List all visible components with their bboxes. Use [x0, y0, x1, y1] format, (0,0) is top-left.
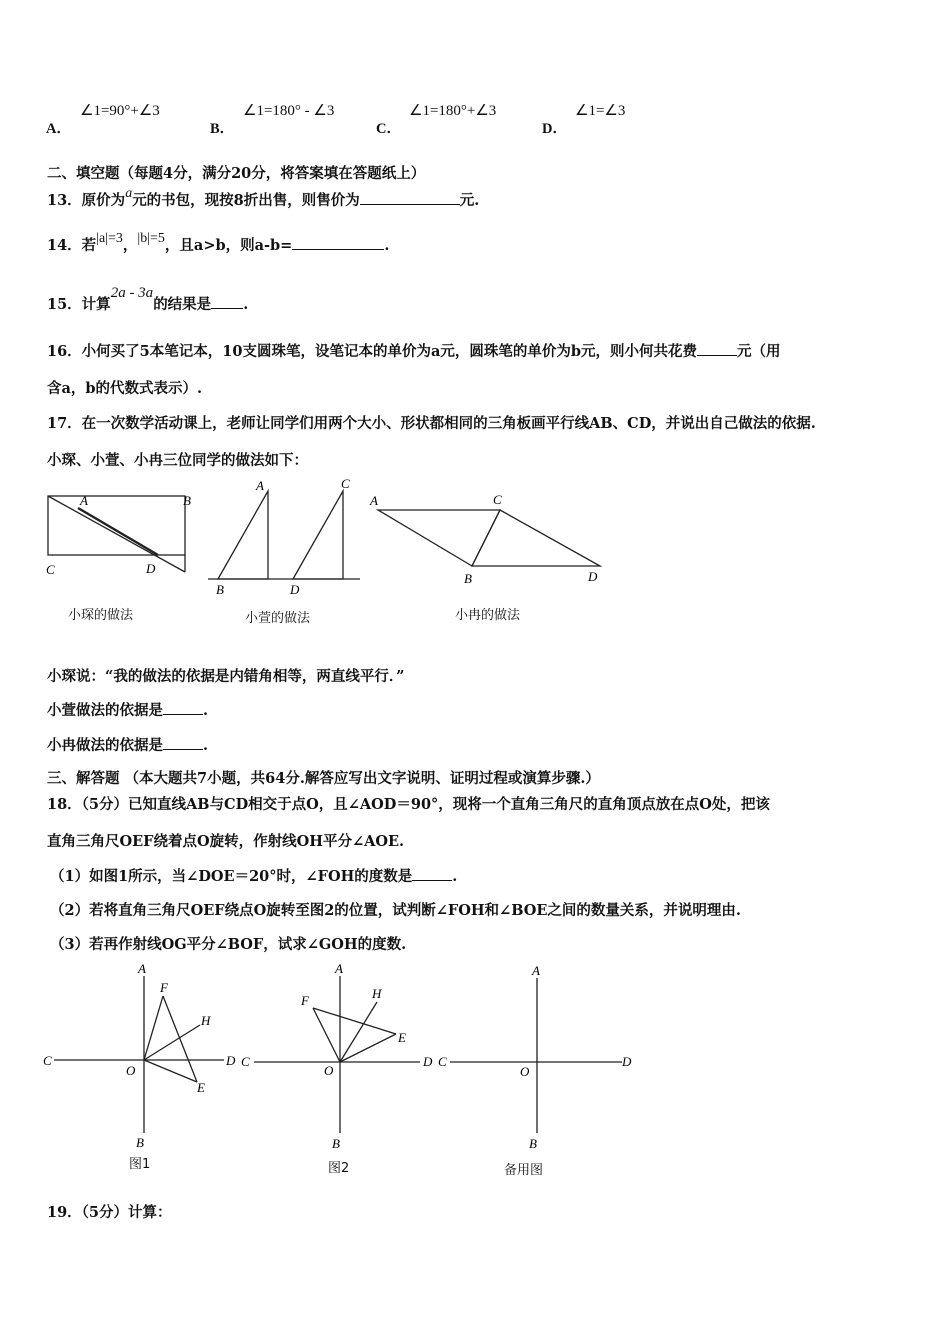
q16-blank[interactable]	[697, 341, 737, 356]
chen-label-b: B	[183, 493, 191, 508]
caption-fig2: 图2	[328, 1161, 350, 1176]
fig-xiaoxuan	[208, 491, 360, 579]
fig2-label-o: O	[324, 1063, 334, 1078]
fig2-label-h: H	[372, 986, 382, 1001]
q16-line1: 16．小何买了5本笔记本，10支圆珠笔，设笔记本的单价为a元，圆珠笔的单价为b元，则小何共花费	[47, 343, 697, 360]
fig2-label-e: E	[398, 1030, 406, 1045]
question-13	[47, 186, 480, 210]
option-b-expr: ∠1=180° - ∠3	[243, 103, 335, 119]
question-18-part3: （3）若再作射线OG平分∠BOF，试求∠GOH的度数.	[50, 936, 407, 953]
fig3-label-a: A	[532, 963, 540, 978]
fig1-label-h: H	[201, 1013, 211, 1028]
q14-suffix: ，且a>b，则a-b=	[164, 237, 293, 254]
q14-prefix: 14．若	[47, 237, 97, 254]
q13-suffix: 元的书包，现按8折出售，则售价为	[132, 192, 360, 209]
ran-label-a: A	[370, 493, 378, 508]
q14-comma: ，	[122, 237, 138, 254]
q15-blank[interactable]	[211, 294, 243, 309]
xuan-triangle-1	[218, 491, 268, 579]
fig1-label-e: E	[197, 1080, 205, 1095]
q17-ran-basis	[47, 734, 208, 755]
q15-end: .	[243, 296, 249, 313]
xuan-label-c: C	[341, 476, 350, 491]
fig2-label-c: C	[241, 1054, 250, 1069]
fig1-label-o: O	[126, 1063, 136, 1078]
fig3-label-c: C	[438, 1054, 447, 1069]
q17-ran-blank[interactable]	[163, 735, 203, 750]
question-14	[47, 231, 390, 255]
fig3-label-b: B	[529, 1136, 537, 1148]
option-a-letter: A．	[46, 121, 71, 137]
chen-label-a: A	[80, 493, 88, 508]
fig1-label-a: A	[138, 961, 146, 976]
q18-part1-blank[interactable]	[412, 866, 452, 881]
q15-expr: 2a - 3a	[110, 285, 154, 301]
caption-fig1: 图1	[129, 1157, 151, 1172]
caption-xiaoran: 小冉的做法	[455, 608, 521, 623]
q17-ran-text: 小冉做法的依据是	[47, 737, 163, 754]
option-a-expr: ∠1=90°+∠3	[80, 103, 160, 119]
ran-label-d: D	[588, 569, 598, 584]
fig2-label-d: D	[423, 1054, 433, 1069]
fig-xiaochen	[48, 496, 185, 572]
caption-xiaoxuan: 小萱的做法	[245, 611, 311, 626]
chen-rectangle	[48, 496, 185, 555]
ran-triangle-1	[378, 510, 500, 566]
xuan-label-a: A	[256, 478, 264, 493]
option-d-letter: D．	[542, 121, 567, 137]
q13-end: 元.	[459, 192, 480, 209]
fig1-label-d: D	[226, 1053, 236, 1068]
q14-math2: |b|=5	[137, 231, 165, 246]
ran-triangle-2	[472, 510, 600, 566]
chen-triangle-hyp	[48, 496, 185, 572]
question-17-line2: 小琛、小萱、小冉三位同学的做法如下：	[47, 452, 308, 469]
question-17-line1: 17．在一次数学活动课上，老师让同学们用两个大小、形状都相同的三角板画平行线AB、CD，并说出自己做法的依据.	[47, 415, 816, 432]
xuan-label-b: B	[216, 582, 224, 597]
xuan-triangle-2	[293, 491, 343, 579]
fig2-line-fe	[313, 1008, 396, 1034]
fig1-label-b: B	[136, 1135, 144, 1148]
question-16-line1	[47, 340, 780, 361]
fig1-label-f: F	[160, 980, 168, 995]
caption-xiaochen: 小琛的做法	[68, 608, 134, 623]
option-b-letter: B．	[210, 121, 235, 137]
q13-blank[interactable]	[360, 190, 460, 205]
xuan-label-d: D	[290, 582, 300, 597]
q17-xuan-period: .	[203, 702, 209, 719]
question-18-line2: 直角三角尺OEF绕着点O旋转，作射线OH平分∠AOE.	[47, 833, 405, 850]
fig3-label-d: D	[622, 1054, 632, 1069]
q18-figures	[40, 958, 640, 1148]
q13-prefix: 13．原价为	[47, 192, 126, 209]
fig2-lines	[254, 976, 420, 1133]
q18-part1-text: （1）如图1所示，当∠DOE＝20°时，∠FOH的度数是	[50, 868, 413, 885]
question-18-line1: 18．（5分）已知直线AB与CD相交于点O，且∠AOD＝90°，现将一个直角三角尺的直角顶点放在点O处，把该	[47, 796, 770, 813]
question-18-part1	[50, 865, 457, 886]
q17-xuan-blank[interactable]	[163, 700, 203, 715]
fig2-label-b: B	[332, 1136, 340, 1148]
q17-chen-said: 小琛说：“我的做法的依据是内错角相等，两直线平行．”	[47, 668, 405, 685]
ran-label-b: B	[464, 571, 472, 586]
q15-suffix: 的结果是	[153, 296, 212, 313]
chen-label-c: C	[46, 562, 55, 577]
fig2-label-a: A	[335, 961, 343, 976]
option-c-expr: ∠1=180°+∠3	[409, 103, 497, 119]
option-c-letter: C．	[376, 121, 401, 137]
fig3-label-o: O	[520, 1064, 530, 1079]
q14-blank[interactable]	[292, 235, 384, 250]
q14-math1: |a|=3	[96, 231, 123, 246]
chen-line-ad	[78, 508, 158, 555]
fig-xiaoran	[378, 510, 600, 566]
q17-xuan-basis	[47, 699, 208, 720]
question-19: 19．（5分）计算：	[47, 1204, 172, 1221]
q14-end: .	[384, 237, 390, 254]
q13-var: a	[125, 186, 133, 201]
fig2-ray-of	[313, 1008, 340, 1062]
q17-xuan-text: 小萱做法的依据是	[47, 702, 163, 719]
question-18-part2: （2）若将直角三角尺OEF绕点O旋转至图2的位置，试判断∠FOH和∠BOE之间的数量关系，并说明理由.	[50, 902, 741, 919]
q17-ran-period: .	[203, 737, 209, 754]
fig3-lines	[450, 978, 622, 1133]
question-16-line2: 含a，b的代数式表示）.	[47, 380, 203, 397]
fig1-lines	[54, 976, 224, 1133]
q15-prefix: 15．计算	[47, 296, 111, 313]
chen-label-d: D	[146, 561, 156, 576]
section2-heading: 二、填空题（每题4分，满分20分，将答案填在答题纸上）	[47, 165, 426, 182]
question-15	[47, 285, 249, 314]
q16-line1-end: 元（用	[736, 343, 781, 360]
fig1-label-c: C	[43, 1053, 52, 1068]
option-d-expr: ∠1=∠3	[575, 103, 626, 119]
caption-fig3: 备用图	[504, 1163, 544, 1178]
q18-part1-period: .	[452, 868, 458, 885]
fig1-line-fe	[163, 996, 197, 1082]
ran-label-c: C	[493, 492, 502, 507]
section3-heading: 三、解答题 （本大题共7小题，共64分.解答应写出文字说明、证明过程或演算步骤.）	[47, 770, 600, 787]
fig2-label-f: F	[301, 993, 309, 1008]
